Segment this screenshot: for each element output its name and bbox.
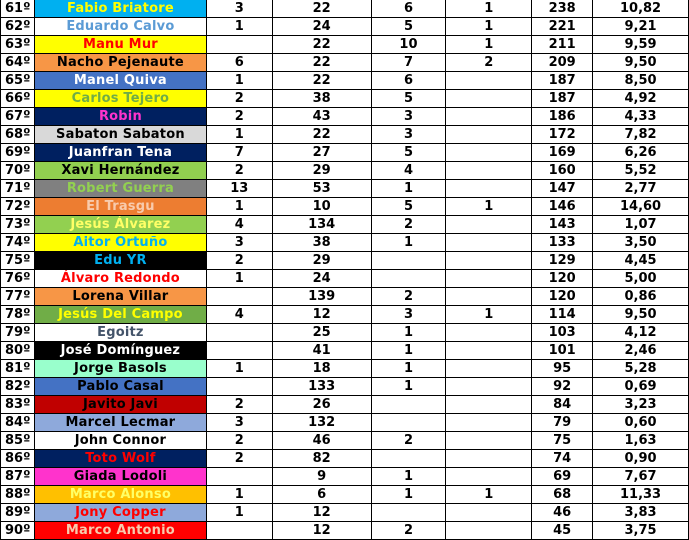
average-cell: 1,07 <box>593 216 689 234</box>
table-row <box>1 108 689 126</box>
stat-col-4-cell <box>446 108 532 126</box>
table-row <box>1 288 689 306</box>
stat-col-1-cell: 3 <box>206 0 272 18</box>
average-cell: 4,12 <box>593 324 689 342</box>
table-row <box>1 324 689 342</box>
points-cell: 84 <box>532 396 593 414</box>
stat-col-4-cell: 1 <box>446 486 532 504</box>
stat-col-3-cell: 1 <box>371 342 446 360</box>
points-cell: 103 <box>532 324 593 342</box>
stat-col-4-cell: 1 <box>446 36 532 54</box>
stat-col-1-cell <box>206 522 272 540</box>
table-row <box>1 126 689 144</box>
points-cell: 187 <box>532 90 593 108</box>
stat-col-3-cell: 1 <box>371 378 446 396</box>
position-cell: 89º <box>1 504 35 522</box>
position-cell: 86º <box>1 450 35 468</box>
stat-col-4-cell: 1 <box>446 306 532 324</box>
stat-col-2-cell: 12 <box>272 306 371 324</box>
stat-col-3-cell <box>371 450 446 468</box>
table-row <box>1 378 689 396</box>
stat-col-1-cell: 1 <box>206 504 272 522</box>
table-row <box>1 252 689 270</box>
average-cell: 10,82 <box>593 0 689 18</box>
player-name-cell: Egoitz <box>34 324 206 342</box>
stat-col-4-cell <box>446 450 532 468</box>
player-name-cell: Lorena Villar <box>34 288 206 306</box>
stat-col-3-cell: 3 <box>371 306 446 324</box>
player-name-cell: Jesús Álvarez <box>34 216 206 234</box>
stat-col-3-cell: 1 <box>371 360 446 378</box>
stat-col-4-cell <box>446 72 532 90</box>
stat-col-1-cell: 1 <box>206 486 272 504</box>
stat-col-2-cell: 139 <box>272 288 371 306</box>
points-cell: 172 <box>532 126 593 144</box>
player-name-cell: John Connor <box>34 432 206 450</box>
points-cell: 143 <box>532 216 593 234</box>
stat-col-1-cell: 2 <box>206 396 272 414</box>
stat-col-1-cell: 1 <box>206 18 272 36</box>
points-cell: 114 <box>532 306 593 324</box>
stat-col-4-cell: 1 <box>446 0 532 18</box>
stat-col-3-cell: 6 <box>371 0 446 18</box>
stat-col-4-cell <box>446 162 532 180</box>
stat-col-2-cell: 53 <box>272 180 371 198</box>
average-cell: 2,77 <box>593 180 689 198</box>
player-name-cell: Carlos Tejero <box>34 90 206 108</box>
points-cell: 46 <box>532 504 593 522</box>
points-cell: 45 <box>532 522 593 540</box>
stat-col-3-cell: 2 <box>371 432 446 450</box>
position-cell: 74º <box>1 234 35 252</box>
stat-col-2-cell: 12 <box>272 504 371 522</box>
table-row <box>1 144 689 162</box>
stat-col-3-cell: 1 <box>371 486 446 504</box>
stat-col-4-cell <box>446 324 532 342</box>
player-name-cell: Jorge Basols <box>34 360 206 378</box>
table-row <box>1 342 689 360</box>
stat-col-4-cell <box>446 378 532 396</box>
stat-col-2-cell: 18 <box>272 360 371 378</box>
average-cell: 4,45 <box>593 252 689 270</box>
average-cell: 0,60 <box>593 414 689 432</box>
stat-col-2-cell: 82 <box>272 450 371 468</box>
player-name-cell: Javito Javi <box>34 396 206 414</box>
average-cell: 3,50 <box>593 234 689 252</box>
average-cell: 5,00 <box>593 270 689 288</box>
position-cell: 73º <box>1 216 35 234</box>
stat-col-2-cell: 25 <box>272 324 371 342</box>
position-cell: 88º <box>1 486 35 504</box>
player-name-cell: Juanfran Tena <box>34 144 206 162</box>
stat-col-1-cell: 1 <box>206 360 272 378</box>
player-name-cell: Eduardo Calvo <box>34 18 206 36</box>
stat-col-4-cell <box>446 414 532 432</box>
stat-col-2-cell: 46 <box>272 432 371 450</box>
position-cell: 68º <box>1 126 35 144</box>
stat-col-4-cell <box>446 144 532 162</box>
stat-col-2-cell: 22 <box>272 36 371 54</box>
stat-col-3-cell: 1 <box>371 468 446 486</box>
player-name-cell: Xavi Hernández <box>34 162 206 180</box>
points-cell: 68 <box>532 486 593 504</box>
player-name-cell: Marcel Lecmar <box>34 414 206 432</box>
position-cell: 65º <box>1 72 35 90</box>
stat-col-3-cell <box>371 396 446 414</box>
stat-col-4-cell <box>446 288 532 306</box>
table-row <box>1 162 689 180</box>
table-row <box>1 216 689 234</box>
points-cell: 95 <box>532 360 593 378</box>
stat-col-1-cell: 2 <box>206 252 272 270</box>
player-name-cell: Aitor Ortuño <box>34 234 206 252</box>
points-cell: 120 <box>532 270 593 288</box>
table-row <box>1 36 689 54</box>
points-cell: 101 <box>532 342 593 360</box>
average-cell: 6,26 <box>593 144 689 162</box>
points-cell: 146 <box>532 198 593 216</box>
points-cell: 79 <box>532 414 593 432</box>
position-cell: 72º <box>1 198 35 216</box>
average-cell: 8,50 <box>593 72 689 90</box>
position-cell: 64º <box>1 54 35 72</box>
player-name-cell: El Trasgu <box>34 198 206 216</box>
average-cell: 9,50 <box>593 306 689 324</box>
stat-col-1-cell <box>206 324 272 342</box>
stat-col-3-cell: 3 <box>371 108 446 126</box>
stat-col-1-cell <box>206 468 272 486</box>
stat-col-4-cell <box>446 90 532 108</box>
stat-col-2-cell: 38 <box>272 90 371 108</box>
player-name-cell: Jesús Del Campo <box>34 306 206 324</box>
player-name-cell: Sabaton Sabaton <box>34 126 206 144</box>
stat-col-1-cell: 2 <box>206 108 272 126</box>
stat-col-4-cell <box>446 360 532 378</box>
table-row <box>1 468 689 486</box>
stat-col-3-cell: 2 <box>371 522 446 540</box>
position-cell: 80º <box>1 342 35 360</box>
player-name-cell: Edu YR <box>34 252 206 270</box>
stat-col-3-cell: 6 <box>371 72 446 90</box>
average-cell: 5,28 <box>593 360 689 378</box>
average-cell: 0,90 <box>593 450 689 468</box>
points-cell: 211 <box>532 36 593 54</box>
average-cell: 7,82 <box>593 126 689 144</box>
points-cell: 133 <box>532 234 593 252</box>
stat-col-1-cell: 7 <box>206 144 272 162</box>
stat-col-4-cell <box>446 180 532 198</box>
table-row <box>1 414 689 432</box>
table-row <box>1 234 689 252</box>
table-row <box>1 306 689 324</box>
player-name-cell: José Domínguez <box>34 342 206 360</box>
stat-col-4-cell <box>446 396 532 414</box>
points-cell: 221 <box>532 18 593 36</box>
stat-col-2-cell: 22 <box>272 54 371 72</box>
position-cell: 76º <box>1 270 35 288</box>
position-cell: 83º <box>1 396 35 414</box>
position-cell: 70º <box>1 162 35 180</box>
stat-col-1-cell: 6 <box>206 54 272 72</box>
position-cell: 67º <box>1 108 35 126</box>
points-cell: 169 <box>532 144 593 162</box>
position-cell: 78º <box>1 306 35 324</box>
stat-col-2-cell: 22 <box>272 0 371 18</box>
stat-col-3-cell <box>371 504 446 522</box>
points-cell: 120 <box>532 288 593 306</box>
stat-col-4-cell <box>446 126 532 144</box>
position-cell: 61º <box>1 0 35 18</box>
player-name-cell: Jony Copper <box>34 504 206 522</box>
position-cell: 84º <box>1 414 35 432</box>
stat-col-1-cell: 3 <box>206 234 272 252</box>
player-name-cell: Nacho Pejenaute <box>34 54 206 72</box>
table-row <box>1 360 689 378</box>
stat-col-4-cell <box>446 270 532 288</box>
table-row <box>1 486 689 504</box>
stat-col-1-cell: 2 <box>206 432 272 450</box>
position-cell: 82º <box>1 378 35 396</box>
position-cell: 79º <box>1 324 35 342</box>
average-cell: 9,21 <box>593 18 689 36</box>
stat-col-1-cell: 2 <box>206 90 272 108</box>
stat-col-1-cell: 4 <box>206 306 272 324</box>
position-cell: 71º <box>1 180 35 198</box>
table-row <box>1 432 689 450</box>
average-cell: 2,46 <box>593 342 689 360</box>
stat-col-3-cell: 5 <box>371 90 446 108</box>
stat-col-1-cell: 1 <box>206 198 272 216</box>
player-name-cell: Manu Mur <box>34 36 206 54</box>
stat-col-2-cell: 29 <box>272 162 371 180</box>
stat-col-4-cell <box>446 342 532 360</box>
table-row <box>1 396 689 414</box>
stat-col-2-cell: 38 <box>272 234 371 252</box>
table-row <box>1 0 689 18</box>
stat-col-4-cell <box>446 468 532 486</box>
average-cell: 3,75 <box>593 522 689 540</box>
stat-col-3-cell: 5 <box>371 198 446 216</box>
stat-col-2-cell: 10 <box>272 198 371 216</box>
average-cell: 0,86 <box>593 288 689 306</box>
position-cell: 69º <box>1 144 35 162</box>
stat-col-2-cell: 24 <box>272 270 371 288</box>
player-name-cell: Giada Lodoli <box>34 468 206 486</box>
points-cell: 160 <box>532 162 593 180</box>
position-cell: 75º <box>1 252 35 270</box>
points-cell: 75 <box>532 432 593 450</box>
player-name-cell: Toto Wolf <box>34 450 206 468</box>
stat-col-3-cell: 5 <box>371 18 446 36</box>
stat-col-3-cell: 1 <box>371 234 446 252</box>
position-cell: 81º <box>1 360 35 378</box>
player-name-cell: Manel Quiva <box>34 72 206 90</box>
stat-col-1-cell <box>206 36 272 54</box>
points-cell: 69 <box>532 468 593 486</box>
stat-col-2-cell: 27 <box>272 144 371 162</box>
stat-col-2-cell: 22 <box>272 126 371 144</box>
stat-col-1-cell: 1 <box>206 126 272 144</box>
player-name-cell: Fabio Briatore <box>34 0 206 18</box>
average-cell: 1,63 <box>593 432 689 450</box>
stat-col-1-cell: 3 <box>206 414 272 432</box>
stat-col-2-cell: 12 <box>272 522 371 540</box>
table-row <box>1 198 689 216</box>
stat-col-1-cell <box>206 378 272 396</box>
average-cell: 11,33 <box>593 486 689 504</box>
stat-col-3-cell: 2 <box>371 216 446 234</box>
stat-col-3-cell: 5 <box>371 144 446 162</box>
stat-col-2-cell: 24 <box>272 18 371 36</box>
player-name-cell: Robert Guerra <box>34 180 206 198</box>
position-cell: 63º <box>1 36 35 54</box>
stat-col-2-cell: 6 <box>272 486 371 504</box>
average-cell: 5,52 <box>593 162 689 180</box>
stat-col-2-cell: 132 <box>272 414 371 432</box>
points-cell: 74 <box>532 450 593 468</box>
position-cell: 85º <box>1 432 35 450</box>
position-cell: 66º <box>1 90 35 108</box>
average-cell: 3,83 <box>593 504 689 522</box>
stat-col-3-cell: 4 <box>371 162 446 180</box>
average-cell: 4,92 <box>593 90 689 108</box>
player-name-cell: Álvaro Redondo <box>34 270 206 288</box>
stat-col-4-cell <box>446 234 532 252</box>
position-cell: 62º <box>1 18 35 36</box>
stat-col-2-cell: 133 <box>272 378 371 396</box>
stat-col-1-cell: 1 <box>206 72 272 90</box>
stat-col-1-cell: 13 <box>206 180 272 198</box>
stat-col-3-cell: 1 <box>371 180 446 198</box>
stat-col-4-cell: 1 <box>446 18 532 36</box>
table-row <box>1 90 689 108</box>
stat-col-2-cell: 26 <box>272 396 371 414</box>
table-row <box>1 72 689 90</box>
stat-col-1-cell: 4 <box>206 216 272 234</box>
table-row <box>1 180 689 198</box>
ranking-rows <box>1 0 689 540</box>
average-cell: 0,69 <box>593 378 689 396</box>
points-cell: 238 <box>532 0 593 18</box>
stat-col-1-cell <box>206 288 272 306</box>
table-row <box>1 450 689 468</box>
stat-col-2-cell: 43 <box>272 108 371 126</box>
stat-col-1-cell: 1 <box>206 270 272 288</box>
table-row <box>1 54 689 72</box>
stat-col-1-cell: 2 <box>206 162 272 180</box>
average-cell: 9,50 <box>593 54 689 72</box>
player-name-cell: Robin <box>34 108 206 126</box>
stat-col-2-cell: 9 <box>272 468 371 486</box>
player-name-cell: Marco Antonio <box>34 522 206 540</box>
points-cell: 186 <box>532 108 593 126</box>
position-cell: 90º <box>1 522 35 540</box>
points-cell: 129 <box>532 252 593 270</box>
stat-col-2-cell: 41 <box>272 342 371 360</box>
stat-col-4-cell: 2 <box>446 54 532 72</box>
stat-col-3-cell: 7 <box>371 54 446 72</box>
average-cell: 4,33 <box>593 108 689 126</box>
stat-col-1-cell <box>206 342 272 360</box>
stat-col-3-cell: 2 <box>371 288 446 306</box>
average-cell: 7,67 <box>593 468 689 486</box>
stat-col-4-cell: 1 <box>446 198 532 216</box>
table-row <box>1 18 689 36</box>
stat-col-3-cell <box>371 252 446 270</box>
position-cell: 87º <box>1 468 35 486</box>
stat-col-4-cell <box>446 216 532 234</box>
stat-col-3-cell <box>371 414 446 432</box>
stat-col-3-cell <box>371 270 446 288</box>
stat-col-1-cell: 2 <box>206 450 272 468</box>
table-row <box>1 522 689 540</box>
stat-col-2-cell: 134 <box>272 216 371 234</box>
average-cell: 14,60 <box>593 198 689 216</box>
stat-col-4-cell <box>446 504 532 522</box>
points-cell: 92 <box>532 378 593 396</box>
stat-col-2-cell: 22 <box>272 72 371 90</box>
stat-col-3-cell: 10 <box>371 36 446 54</box>
position-cell: 77º <box>1 288 35 306</box>
stat-col-4-cell <box>446 522 532 540</box>
stat-col-3-cell: 3 <box>371 126 446 144</box>
stat-col-2-cell: 29 <box>272 252 371 270</box>
table-row <box>1 504 689 522</box>
stat-col-4-cell <box>446 432 532 450</box>
points-cell: 147 <box>532 180 593 198</box>
average-cell: 3,23 <box>593 396 689 414</box>
points-cell: 187 <box>532 72 593 90</box>
player-name-cell: Marco Alonso <box>34 486 206 504</box>
stat-col-4-cell <box>446 252 532 270</box>
stat-col-3-cell: 1 <box>371 324 446 342</box>
table-row <box>1 270 689 288</box>
average-cell: 9,59 <box>593 36 689 54</box>
player-name-cell: Pablo Casal <box>34 378 206 396</box>
points-cell: 209 <box>532 54 593 72</box>
